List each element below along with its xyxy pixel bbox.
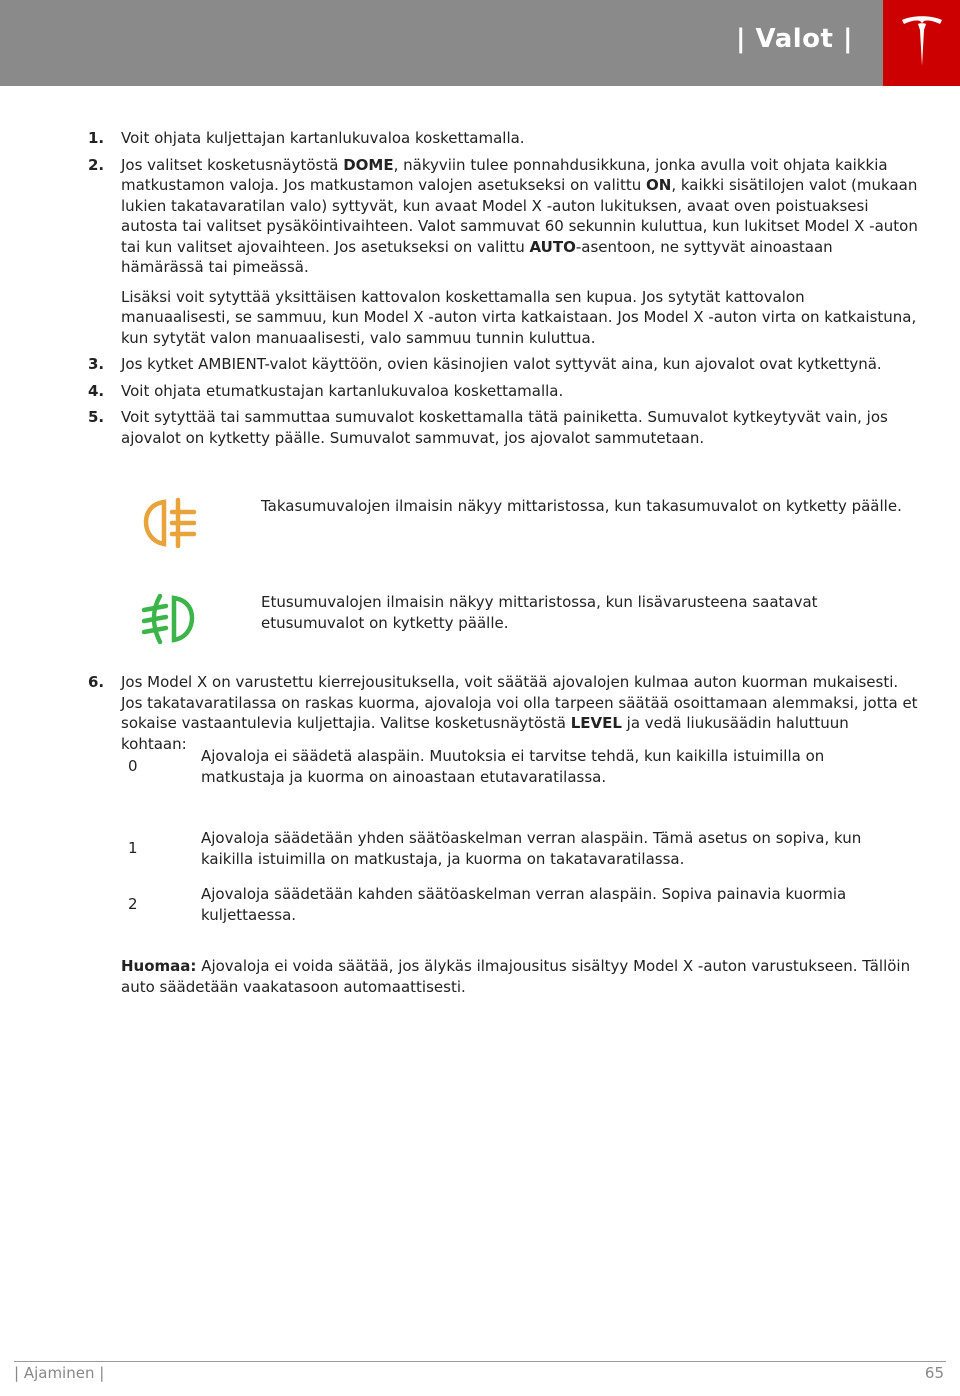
list-item [88,155,918,349]
item-number: 1. [88,129,105,147]
footer-section: | Ajaminen | [14,1364,105,1382]
level-number: 2 [128,895,138,913]
brand-logo-box [883,0,960,86]
item-number: 5. [88,408,105,426]
note-paragraph [121,956,911,997]
item-text: Voit ohjata etumatkustajan kartanlukuvaloa koskettamalla. [121,381,564,400]
note-text: Ajovaloja ei voida säätää, jos älykäs ilmajousitus sisältyy Model X -auton varustukseen. Tällöin auto säädetään vaakatasoon automaattisesti. [121,957,911,996]
item-text: Voit sytyttää tai sammuttaa sumuvalot koskettamalla tätä painiketta. Sumuvalot kytkeytyvät vain, jos ajovalot on kytketty päälle. Sumuvalot sammuvat, jos ajovalot sammutetaan. [121,408,888,447]
item-number: 6. [88,673,105,691]
front-fog-light-icon [140,592,200,646]
footer-divider [14,1361,946,1362]
item-number: 3. [88,355,105,373]
page-title: | Valot | [735,24,853,54]
level-number: 1 [128,839,138,857]
item-text: Jos Model X on varustettu kierrejousituksella, voit säätää ajovalojen kulmaa auton kuorman mukaisesti. Jos takatavaratilassa on raskas kuorma, ajovaloja voi olla tarpeen säätää osoittamaan alemmaksi, jotta et sokaise vastaantulevia kuljettajia. Valitse kosketusnäytöstä LEVEL ja vedä liukusäädin haluttuun kohtaan: [121,673,918,753]
item-text: Jos valitset kosketusnäytöstä DOME, näkyviin tulee ponnahdusikkuna, jonka avulla voit ohjata kaikkia matkustamon valoja. Jos matkustamon valojen asetukseksi on valittu ON, kaikki sisätilojen valot (mukaan lukien takatavaratilan valo) syttyvät, kun avaat Model X -auton lukituksen, avaat oven poistuaksesi autosta tai valitset pysäköintivaihteen. Valot sammuvat 60 sekunnin kuluttua, kun lukitset Model X -auton tai kun valitset ajovaihteen. Jos asetukseksi on valittu AUTO-asentoon, ne syttyvät ainoastaan hämärässä tai pimeässä. [121,155,918,276]
instruction-list [88,128,918,454]
list-item [88,354,918,375]
front-fog-indicator-text: Etusumuvalojen ilmaisin näkyy mittaristossa, kun lisävarusteena saatavat etusumuvalot on kytketty päälle. [261,593,818,632]
tesla-logo-icon [900,14,944,70]
level-number: 0 [128,757,138,775]
level-description: Ajovaloja säädetään kahden säätöaskelman verran alaspäin. Sopiva painavia kuormia kuljettaessa. [201,885,847,924]
list-item [88,128,918,149]
rear-fog-indicator-text: Takasumuvalojen ilmaisin näkyy mittaristossa, kun takasumuvalot on kytketty päälle. [261,497,902,515]
list-item [88,672,918,754]
list-item [88,381,918,402]
level-description: Ajovaloja ei säädetä alaspäin. Muutoksia ei tarvitse tehdä, kun kaikilla istuimilla on matkustaja ja kuorma on ainoastaan etutavaratilassa. [201,747,825,786]
list-item [88,407,918,448]
note-label: Huomaa: [121,957,197,975]
item-text: Voit ohjata kuljettajan kartanlukuvaloa koskettamalla. [121,129,525,147]
item-number: 2. [88,155,105,174]
item-number: 4. [88,381,105,400]
item-text: Jos kytket AMBIENT-valot käyttöön, ovien käsinojien valot syttyvät aina, kun ajovalot ovat kytkettynä. [121,355,882,373]
item-text: Lisäksi voit sytyttää yksittäisen kattovalon koskettamalla sen kupua. Jos sytytät kattovalon manuaalisesti, se sammuu, kun Model X -auton virta katkaistaan. Jos Model X -auton virta on katkaistuna, kun sytytät valon manuaalisesti, valo sammuu tunnin kuluttua. [121,287,917,347]
level-description: Ajovaloja säädetään yhden säätöaskelman verran alaspäin. Tämä asetus on sopiva, kun kaikilla istuimilla on matkustaja, ja kuorma on takatavaratilassa. [201,829,862,868]
page-header [0,0,883,86]
page-number: 65 [924,1364,944,1382]
rear-fog-light-icon [140,496,200,550]
